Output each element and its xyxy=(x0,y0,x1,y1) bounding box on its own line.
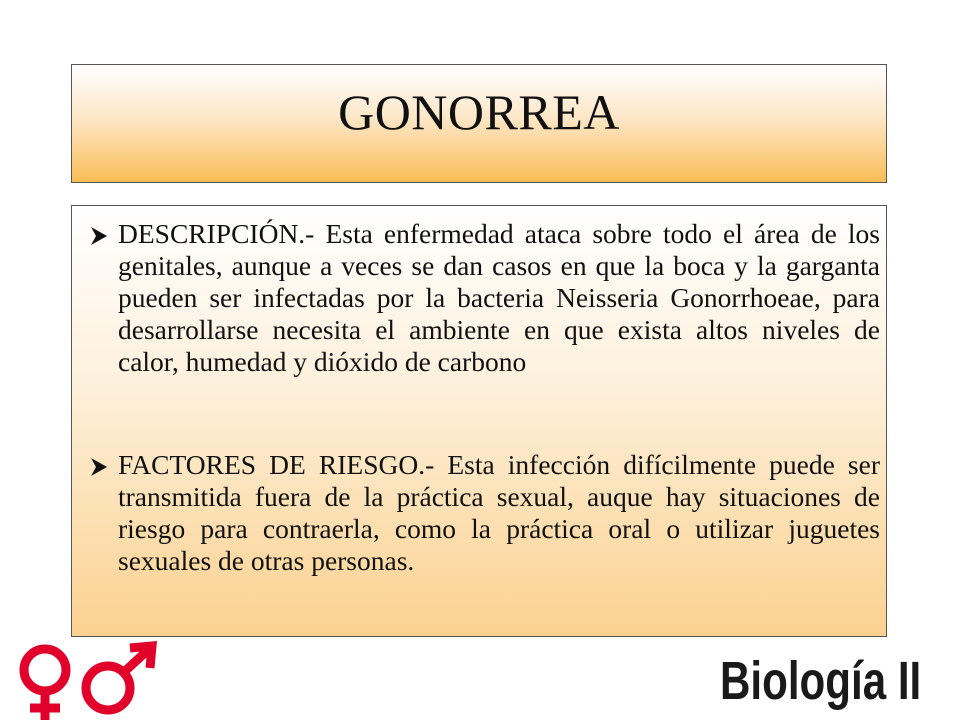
title-box xyxy=(71,64,887,183)
slide-title: GONORREA xyxy=(338,84,620,140)
bullet-text-risk-factors: FACTORES DE RIESGO.- Esta infección difícilmente puede ser transmitida fuera de la práctica sexual, auque hay situaciones de riesgo para contraerla, como la práctica oral o utilizar juguetes sexuales de otras personas. xyxy=(118,449,880,576)
arrowhead-bullet-icon xyxy=(90,226,108,246)
arrowhead-bullet-icon xyxy=(90,457,108,477)
bullet-item xyxy=(90,218,880,378)
male-symbol-icon xyxy=(86,646,152,710)
bullet-text-description: DESCRIPCIÓN.- Esta enfermedad ataca sobre todo el área de los genitales, aunque a veces se dan casos en que la boca y la garganta pueden ser infectadas por la bacteria Neisseria Gonorrhoeae, para desarrollarse necesita el ambiente en que exista altos niveles de calor, humedad y dióxido de carbono xyxy=(118,218,880,377)
gender-symbols xyxy=(0,640,170,720)
female-symbol-icon xyxy=(24,649,66,720)
content-box xyxy=(71,205,887,637)
bullet-item xyxy=(90,449,880,577)
footer-brand-logo: Biología II xyxy=(720,651,922,711)
